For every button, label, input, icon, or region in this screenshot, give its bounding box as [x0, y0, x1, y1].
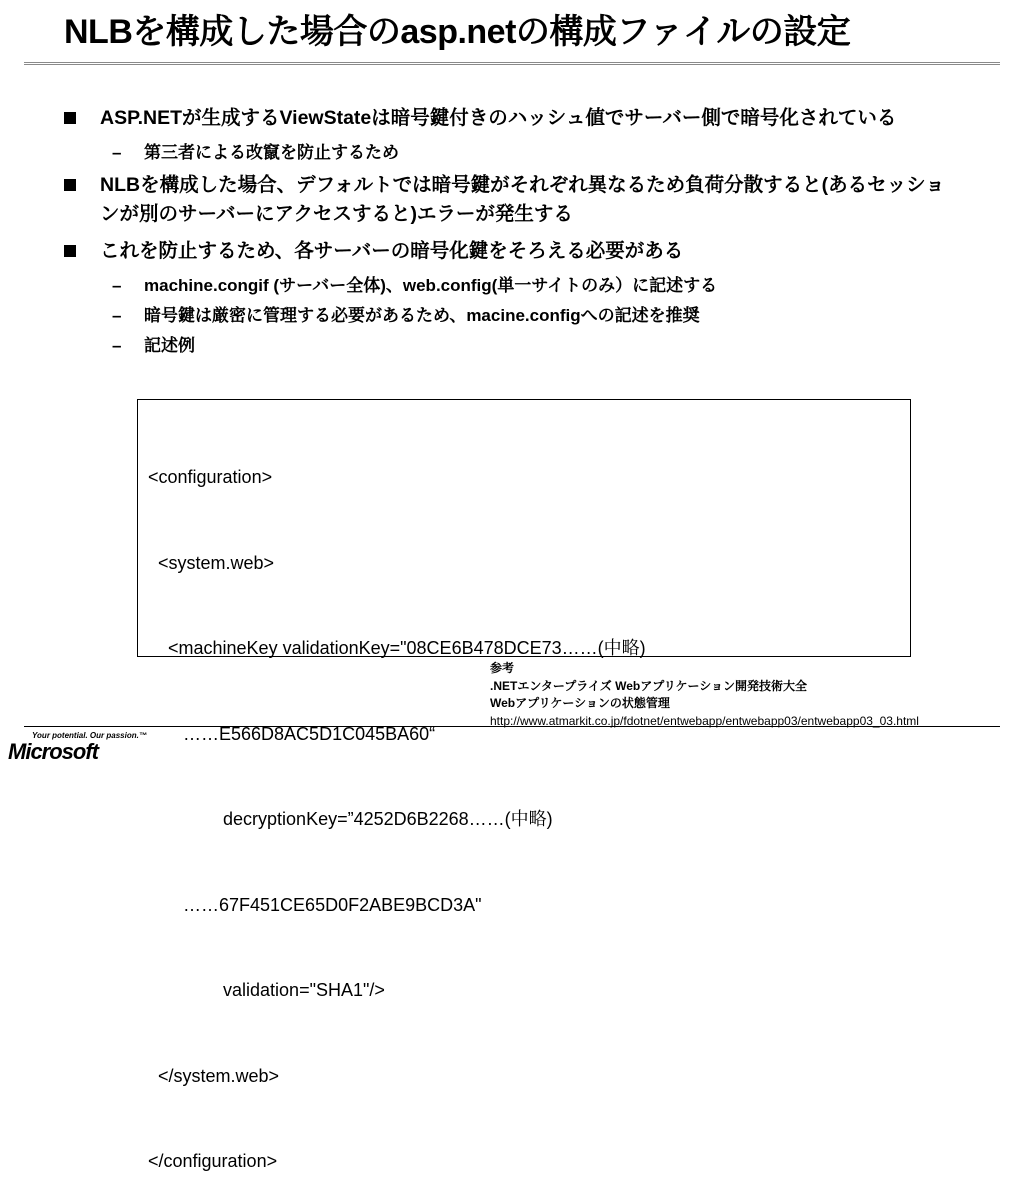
code-line: <configuration> [148, 467, 273, 487]
bullet-text: これを防止するため、各サーバーの暗号化鍵をそろえる必要がある [100, 240, 684, 262]
reference-heading: 参考 [490, 661, 515, 675]
footer-divider [24, 726, 1000, 727]
code-line: <system.web> [148, 552, 275, 573]
code-line: validation="SHA1"/> [148, 980, 385, 1000]
bullet-item [64, 104, 964, 133]
dash-bullet-icon: – [112, 276, 122, 295]
dash-bullet-icon: – [112, 143, 122, 162]
bullet-text: ASP.NETが生成するViewStateは暗号鍵付きのハッシュ値でサーバー側で暗号化されている [100, 107, 897, 129]
reference-link[interactable]: http://www.atmarkit.co.jp/fdotnet/entwebapp/entwebapp03/entwebapp03_03.html [490, 713, 919, 728]
footer-tagline: Your potential. Our passion.™ [32, 731, 147, 740]
code-line: <machineKey validationKey="08CE6B478DCE73……(中略) [148, 638, 646, 658]
reference-chapter: Webアプリケーションの状態管理 [490, 696, 670, 710]
title-divider [24, 62, 1000, 68]
code-line: </system.web> [148, 1065, 280, 1086]
reference-note [490, 660, 919, 730]
bullet-item [64, 171, 964, 229]
sub-bullet-item [64, 141, 964, 165]
sub-bullet-item [64, 274, 964, 298]
microsoft-logo: Microsoft [8, 739, 98, 764]
sub-bullet-text: 暗号鍵は厳密に管理する必要があるため、macine.configへの記述を推奨 [144, 306, 700, 325]
slide-title: NLBを構成した場合のasp.netの構成ファイルの設定 [64, 13, 851, 51]
sub-bullet-text: machine.congif (サーバー全体)、web.config(単一サイトのみ）に記述する [144, 276, 718, 295]
code-line: ……E566D8AC5D1C045BA60“ [148, 723, 436, 744]
code-line: ……67F451CE65D0F2ABE9BCD3A" [148, 894, 482, 915]
bullet-list [64, 104, 964, 364]
sub-bullet-text: 記述例 [144, 336, 195, 355]
square-bullet-icon [64, 112, 76, 124]
sub-bullet-item [64, 334, 964, 358]
bullet-item [64, 237, 964, 266]
bullet-text: NLBを構成した場合、デフォルトでは暗号鍵がそれぞれ異なるため負荷分散すると(あるセッションが別のサーバーにアクセスすると)エラーが発生する [100, 174, 945, 225]
reference-book-title: .NETエンタープライズ Webアプリケーション開発技術大全 [490, 678, 808, 693]
sub-bullet-text: 第三者による改竄を防止するため [144, 143, 399, 162]
code-line: </configuration> [148, 1151, 278, 1171]
dash-bullet-icon: – [112, 336, 122, 355]
square-bullet-icon [64, 245, 76, 257]
dash-bullet-icon: – [112, 306, 122, 325]
square-bullet-icon [64, 179, 76, 191]
code-line: decryptionKey=”4252D6B2268……(中略) [148, 809, 553, 829]
sub-bullet-item [64, 304, 964, 328]
